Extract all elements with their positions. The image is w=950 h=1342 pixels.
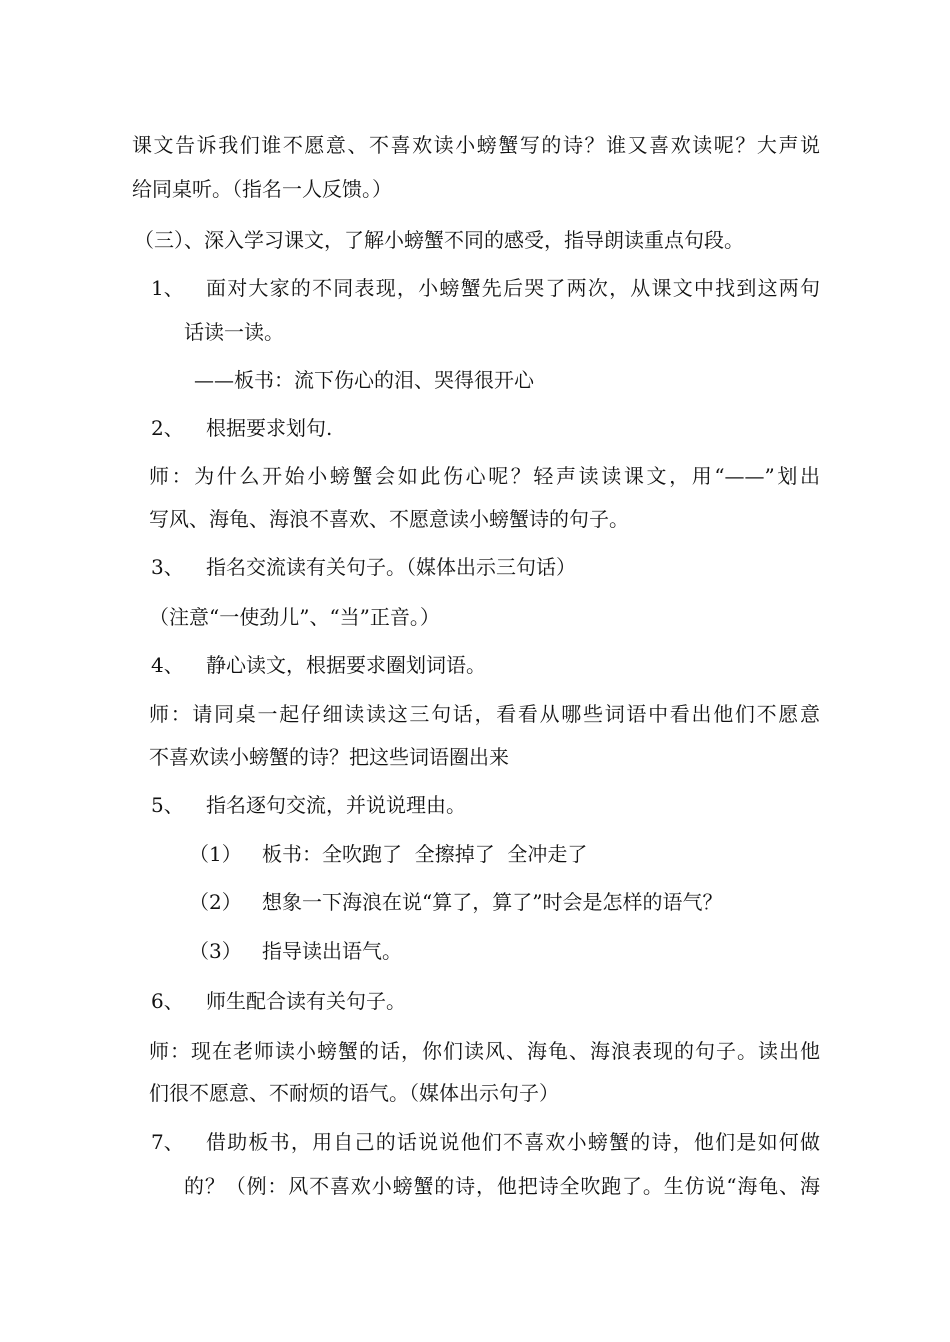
list-item-text: 师生配合读有关句子。 — [206, 989, 406, 1013]
list-item-number: 3、 — [151, 555, 184, 579]
list-item-number: 5、 — [151, 793, 184, 817]
sub-item-text: 板书：全吹跑了 全擦掉了 全冲走了 — [262, 842, 588, 866]
list-item-number: 7、 — [151, 1130, 184, 1154]
board-note: ——板书：流下伤心的泪、哭得很开心 — [194, 368, 534, 392]
paragraph-line: 写风、海龟、海浪不喜欢、不愿意读小螃蟹诗的句子。 — [149, 507, 629, 531]
paragraph-line: 们很不愿意、不耐烦的语气。（媒体出示句子） — [149, 1081, 559, 1105]
note-line: （注意“一使劲儿”、“当”正音。） — [149, 605, 440, 629]
sub-item-text: 指导读出语气。 — [262, 939, 402, 963]
paragraph-line: 师：为什么开始小螃蟹会如此伤心呢？轻声读读课文，用“——”划出 — [149, 464, 820, 488]
section-heading: （三）、深入学习课文，了解小螃蟹不同的感受，指导朗读重点句段。 — [134, 228, 744, 252]
list-item-text: 借助板书，用自己的话说说他们不喜欢小螃蟹的诗，他们是如何做 — [206, 1130, 820, 1154]
sub-item-number: （2） — [189, 890, 242, 914]
paragraph-line: 给同桌听。（指名一人反馈。） — [132, 177, 392, 201]
list-item-text: 面对大家的不同表现，小螃蟹先后哭了两次，从课文中找到这两句 — [206, 276, 820, 300]
list-item-text: 根据要求划句. — [206, 416, 333, 440]
list-item-number: 4、 — [151, 653, 184, 677]
list-item-text: 话读一读。 — [184, 320, 284, 344]
sub-item-text: 想象一下海浪在说“算了，算了”时会是怎样的语气？ — [262, 890, 723, 914]
list-item-text: 指名逐句交流，并说说理由。 — [206, 793, 466, 817]
list-item-text: 静心读文，根据要求圈划词语。 — [206, 653, 486, 677]
paragraph-line: 师：请同桌一起仔细读读这三句话，看看从哪些词语中看出他们不愿意 — [149, 702, 820, 726]
sub-item-number: （3） — [189, 939, 242, 963]
list-item-text: 的？（例：风不喜欢小螃蟹的诗，他把诗全吹跑了。生仿说“海龟、海 — [184, 1174, 820, 1198]
list-item-text: 指名交流读有关句子。（媒体出示三句话） — [206, 555, 576, 579]
paragraph-line: 课文告诉我们谁不愿意、不喜欢读小螃蟹写的诗？谁又喜欢读呢？大声说 — [132, 133, 820, 157]
list-item-number: 1、 — [151, 276, 184, 300]
list-item-number: 6、 — [151, 989, 184, 1013]
paragraph-line: 不喜欢读小螃蟹的诗？把这些词语圈出来 — [149, 745, 509, 769]
paragraph-line: 师：现在老师读小螃蟹的话，你们读风、海龟、海浪表现的句子。读出他 — [149, 1039, 820, 1063]
list-item-number: 2、 — [151, 416, 184, 440]
sub-item-number: （1） — [189, 842, 242, 866]
